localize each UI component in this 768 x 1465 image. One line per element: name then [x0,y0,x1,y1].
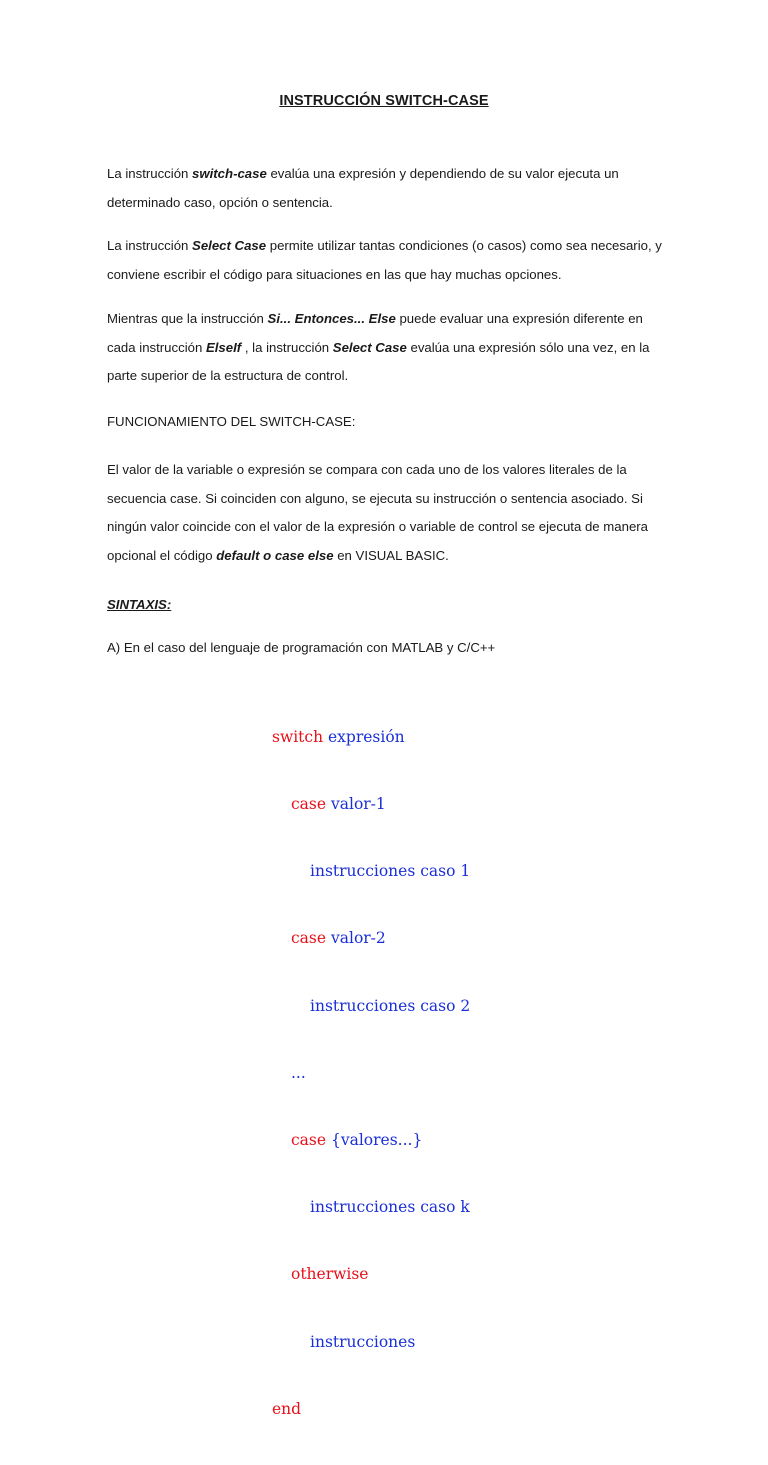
code-keyword: end [272,1399,302,1418]
p3-text-g: evalúa una expresión sólo una vez, en la parte superior de la estructura de control. [107,339,650,383]
code-line [272,1196,470,1218]
code-line [272,995,470,1017]
section-heading-funcionamiento: FUNCIONAMIENTO DEL SWITCH-CASE: [107,414,356,429]
code-text: instrucciones caso 1 [310,862,471,881]
paragraph-si-entonces [107,305,667,391]
p5-emphasis: default o case else [216,547,334,563]
p2-emphasis: Select Case [192,238,267,253]
code-text: instrucciones caso k [310,1198,470,1217]
code-text: expresión [323,727,405,746]
sintaxis-label: SINTAXIS: [107,597,172,612]
p1-text-a: La instrucción [107,166,193,181]
section-heading-sintaxis [107,591,667,620]
code-text: valor-1 [326,795,386,814]
p2-text-a: La instrucción [107,238,193,253]
page-title: INSTRUCCIÓN SWITCH-CASE [279,93,489,109]
p1-emphasis: switch-case [192,166,267,181]
code-text: instrucciones [310,1332,416,1351]
code-line [272,793,470,815]
p5-text-a: El valor de la variable o expresión se compara con cada uno de los valores literales de la secuencia case. Si coinciden con alguno, se ejecuta su instrucción o sentencia asociado. Si ningún valor coincide con el valor de la expresión o variable de control se ejecuta de manera opcional el código [107,462,649,563]
p3-text-c: puede evaluar una expresión diferente en cada instrucción [107,311,643,355]
paragraph-matlab-c: A) En el caso del lenguaje de programación con MATLAB y C/C++ [107,640,496,655]
code-line [272,1398,470,1420]
p3-text-a: Mientras que la instrucción [107,311,268,326]
p3-emphasis-b: Si... Entonces... Else [267,311,396,326]
code-text: valor-2 [326,929,386,948]
paragraph-switch-case-intro [107,160,667,217]
paragraph-select-case [107,232,667,289]
code-ellipsis: ... [291,1063,306,1082]
p3-text-e: , la instrucción [241,339,333,355]
code-line [272,1263,470,1285]
code-keyword: case [291,795,327,814]
p3-emphasis-d: ElseIf [205,339,242,355]
p5-text-c: en VISUAL BASIC. [333,547,449,563]
code-line [272,1331,470,1353]
code-line [272,1062,470,1084]
code-line [272,1129,470,1151]
code-line [272,726,470,748]
code-keyword: otherwise [291,1265,369,1284]
code-keyword: case [291,929,327,948]
code-keyword: case [291,1131,327,1150]
p1-text-c: evalúa una expresión y dependiendo de su valor ejecuta un determinado caso, opción o sentencia. [107,166,619,210]
code-keyword: switch [272,727,324,746]
paragraph-funcionamiento [107,456,667,570]
code-block-switch-syntax [272,681,470,1465]
p2-text-c: permite utilizar tantas condiciones (o casos) como sea necesario, y conviene escribir el código para situaciones en las que hay muchas opciones. [107,238,662,282]
code-line [272,927,470,949]
p3-emphasis-f: Select Case [332,339,407,355]
code-text: instrucciones caso 2 [310,996,471,1015]
code-text: {valores...} [326,1131,423,1150]
code-line [272,860,470,882]
